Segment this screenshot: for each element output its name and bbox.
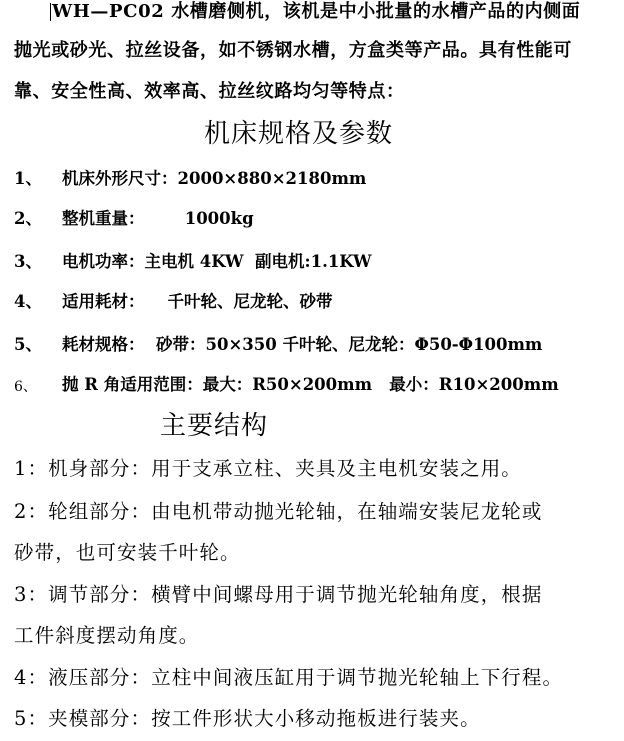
structure-item-2-line-2: 砂带，也可安装千叶轮。 — [14, 541, 241, 564]
spec-text: 适用耗材： 千叶轮、尼龙轮、砂带 — [62, 292, 333, 311]
structure-item-4: 4：液压部分：立柱中间液压缸用于调节抛光轮轴上下行程。 — [14, 666, 564, 689]
intro-line-1: WH—PC02 水槽磨侧机，该机是中小批量的水槽产品的内侧面 — [52, 1, 581, 22]
spec-text: 整机重量： 1000kg — [62, 209, 254, 228]
spec-number: 4、 — [14, 292, 42, 311]
spec-text: 机床外形尺寸：2000×880×2180mm — [62, 169, 367, 188]
structure-item-2-line-1: 2：轮组部分：由电机带动抛光轮轴，在轴端安装尼龙轮或 — [14, 500, 543, 523]
spec-heading: 机床规格及参数 — [204, 119, 394, 149]
structure-item-3-line-2: 工件斜度摆动角度。 — [14, 624, 200, 647]
spec-number: 3、 — [14, 252, 42, 271]
structure-item-5: 5：夹模部分：按工件形状大小移动拖板进行装夹。 — [14, 707, 481, 730]
spec-number: 6、 — [14, 379, 37, 395]
intro-line-2: 抛光或砂光、拉丝设备，如不锈钢水槽，方盒类等产品。具有性能可 — [14, 40, 572, 61]
structure-item-1: 1：机身部分：用于支承立柱、夹具及主电机安装之用。 — [14, 457, 522, 480]
intro-line-3: 靠、安全性高、效率高、拉丝纹路均匀等特点： — [14, 81, 405, 102]
text-cursor — [50, 3, 51, 21]
spec-text: 电机功率：主电机 4KW 副电机:1.1KW — [62, 252, 372, 271]
spec-number: 5、 — [14, 335, 42, 354]
structure-item-3-line-1: 3：调节部分：横臂中间螺母用于调节抛光轮轴角度，根据 — [14, 583, 543, 606]
structure-heading: 主要结构 — [160, 411, 269, 441]
spec-number: 2、 — [14, 209, 42, 228]
spec-number: 1、 — [14, 169, 42, 188]
spec-text: 抛 R 角适用范围：最大：R50×200mm 最小：R10×200mm — [62, 375, 559, 394]
spec-text: 耗材规格： 砂带：50×350 千叶轮、尼龙轮：Φ50-Φ100mm — [62, 335, 543, 354]
